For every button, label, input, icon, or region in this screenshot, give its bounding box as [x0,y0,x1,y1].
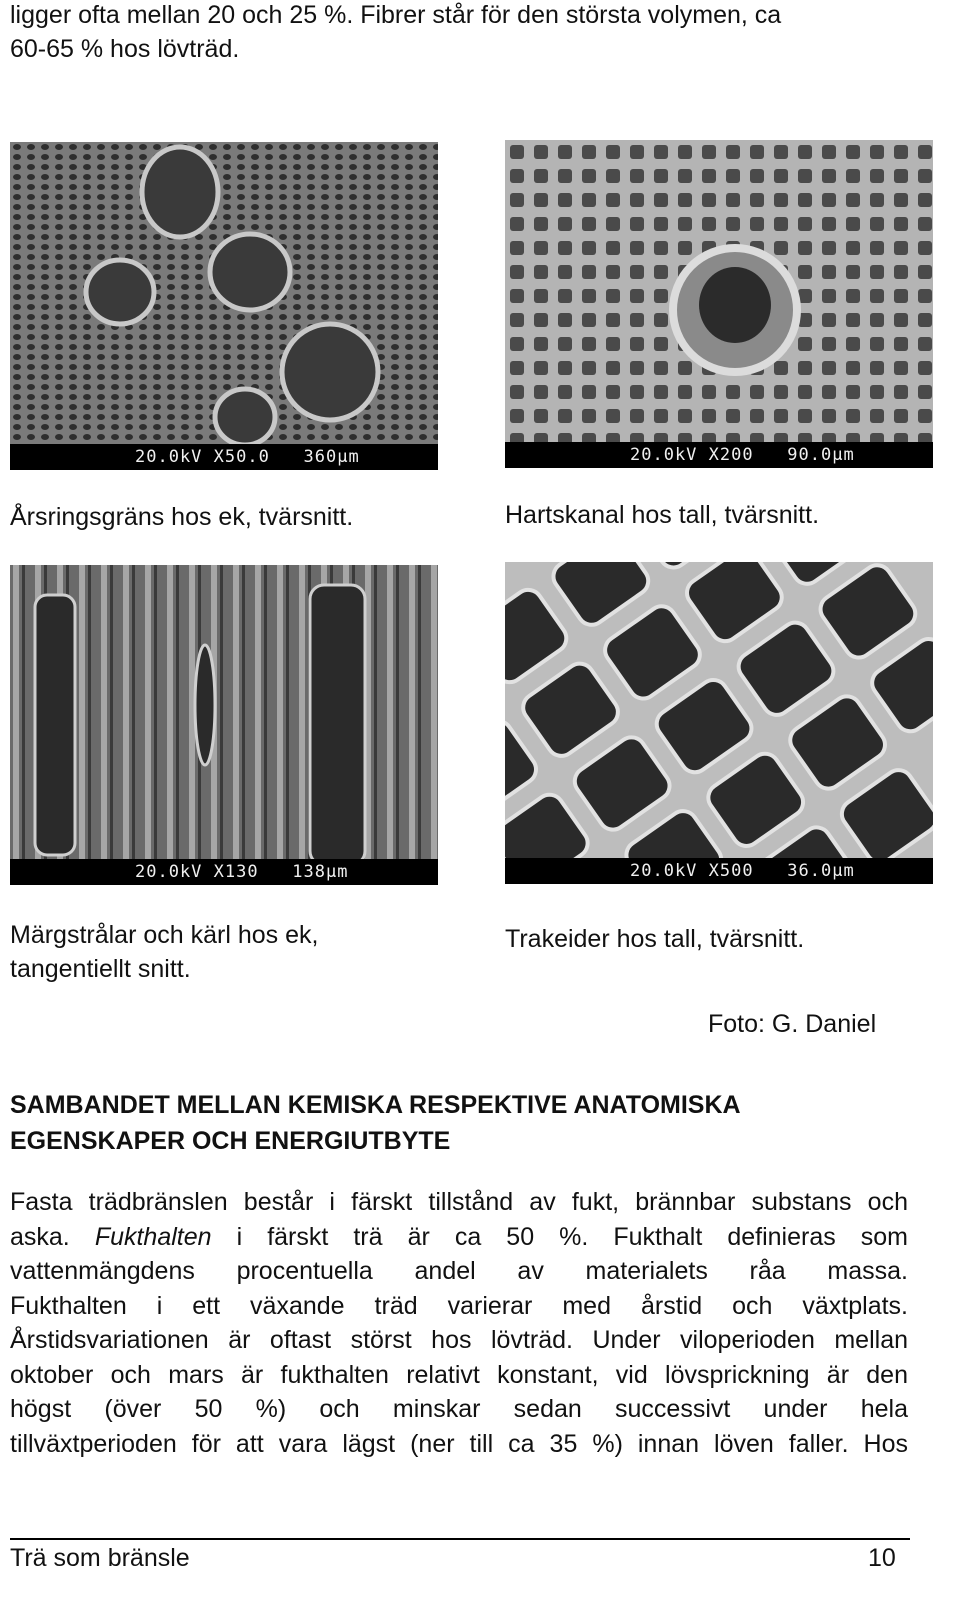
paragraph-line-4: Fukthalten i ett växande träd varierar med årstid och växtplats. [10,1291,908,1320]
photo-credit: Foto: G. Daniel [708,1010,877,1038]
section-heading-line-2: EGENSKAPER OCH ENERGIUTBYTE [10,1127,451,1155]
paragraph-line-6: oktober och mars är fukthalten relativt konstant, vid lövsprickning är den [10,1360,908,1389]
term-fukthalten: Fukthalten [94,1222,212,1251]
photo-3-caption-line-1: Märgstrålar och kärl hos ek, [10,921,319,949]
paragraph-line-7: högst (över 50 %) och minskar sedan successivt under hela [10,1395,908,1423]
paragraph-line-3: vattenmängdens procentuella andel av materialets råa massa. [10,1257,908,1285]
photo-3-caption-line-2: tangentiellt snitt. [10,955,191,983]
paragraph-line-8: tillväxtperioden för att vara lägst (ner till ca 35 %) innan löven faller. Hos [10,1429,908,1458]
footer-rule [10,1538,910,1540]
paragraph-line-2-start: aska. [10,1222,70,1251]
photo-3-scale-bar: 20.0kV X130 138µm [10,859,438,885]
body-paragraph [10,1185,908,1461]
intro-line-2: 60-65 % hos lövträd. [10,35,240,63]
photo-1-scale-bar: 20.0kV X50.0 360µm [10,444,438,470]
page-number: 10 [868,1544,896,1572]
section-heading [10,1087,741,1159]
photo-4-caption: Trakeider hos tall, tvärsnitt. [505,925,805,953]
sem-photo-pine-tracheids [505,562,933,884]
paragraph-line-2-end: i färskt trä är ca 50 %. Fukthalt definieras som [236,1222,908,1251]
photo-1-caption: Årsringsgräns hos ek, tvärsnitt. [10,503,354,531]
footer-title: Trä som bränsle [10,1544,190,1572]
sem-photo-pine-resin-canal [505,140,933,468]
sem-photo-oak-growth-ring [10,142,438,470]
photo-2-scale-bar: 20.0kV X200 90.0µm [505,442,933,468]
photo-2-caption: Hartskanal hos tall, tvärsnitt. [505,501,820,529]
paragraph-line-2 [10,1220,908,1255]
paragraph-line-1: Fasta trädbränslen består i färskt tillstånd av fukt, brännbar substans och [10,1188,908,1216]
paragraph-line-5: Årstidsvariationen är oftast störst hos lövträd. Under viloperioden mellan [10,1326,908,1354]
section-heading-line-1: SAMBANDET MELLAN KEMISKA RESPEKTIVE ANATOMISKA [10,1091,741,1119]
sem-photo-oak-rays [10,565,438,885]
photo-4-scale-bar: 20.0kV X500 36.0µm [505,858,933,884]
intro-line-1: ligger ofta mellan 20 och 25 %. Fibrer står för den största volymen, ca [10,1,782,29]
